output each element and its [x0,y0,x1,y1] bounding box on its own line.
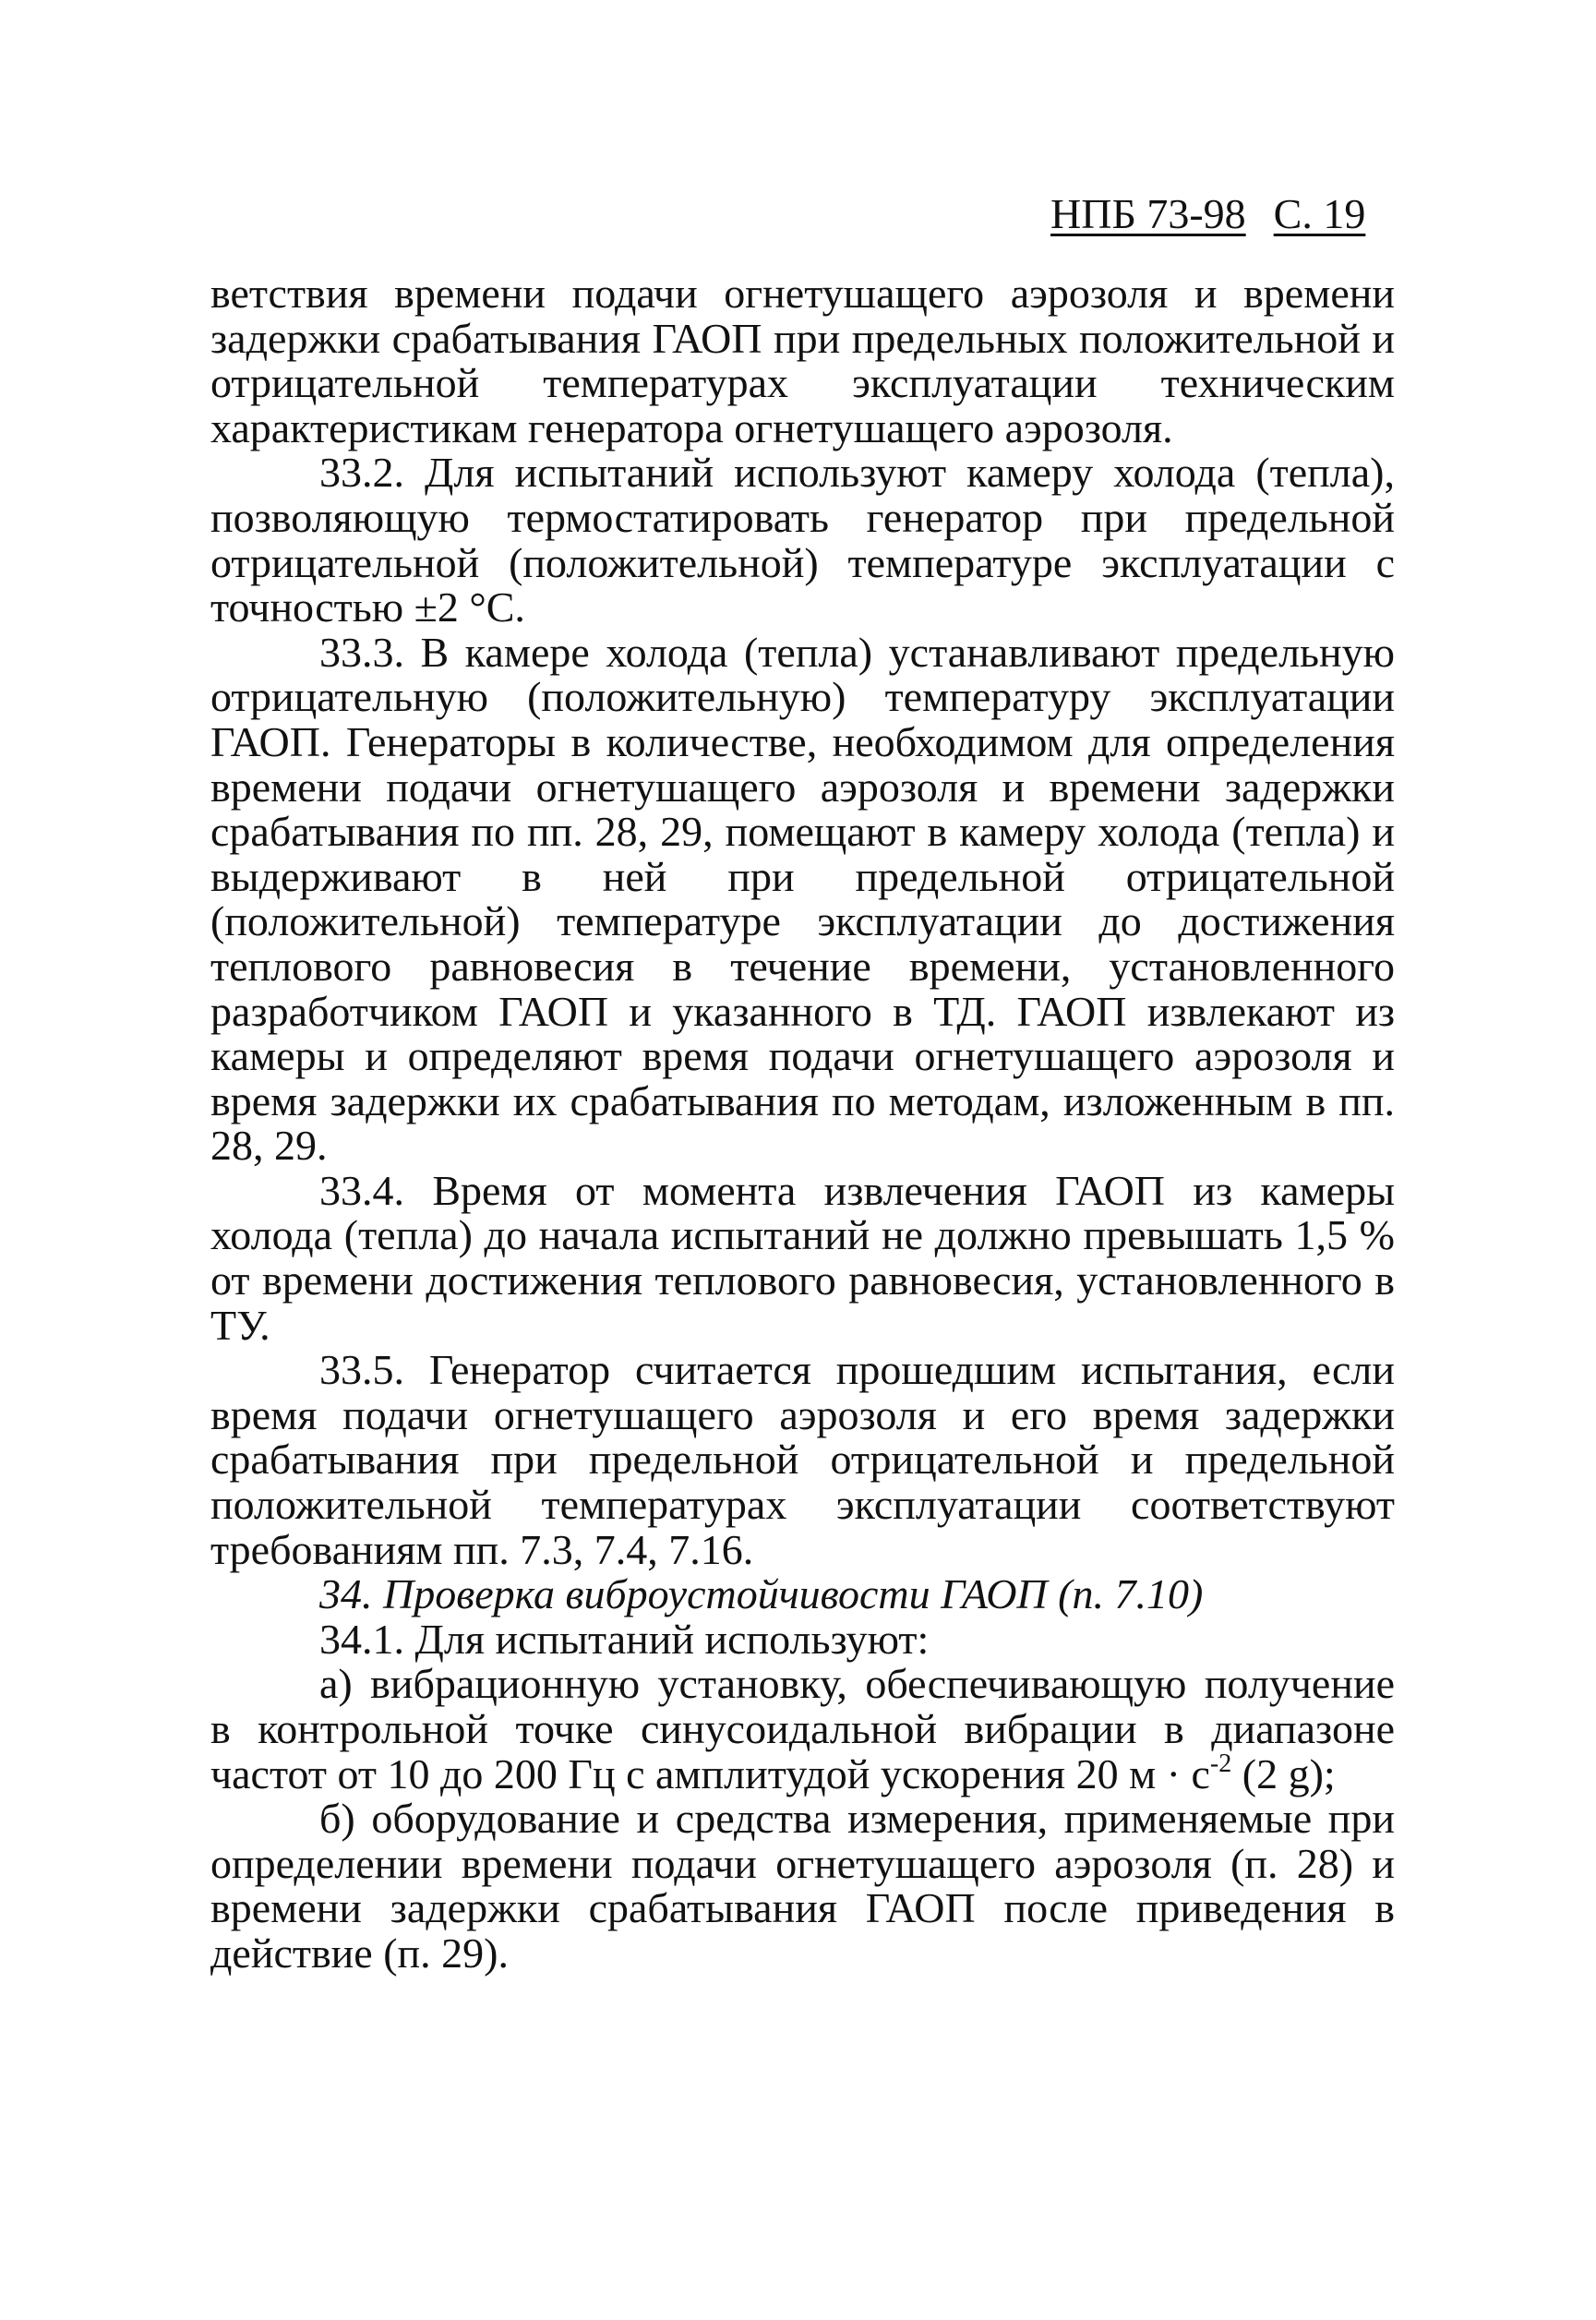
exponent: -2 [1209,1749,1232,1778]
list-item-a [210,1662,1395,1797]
list-item-a-text: а) вибрационную установку, обеспечивающую получение в контрольной точке синусоидальной вибрации в диапазоне частот от 10 до 200 Гц с амплитудой ускорения 20 м · с [210,1660,1395,1797]
paragraph-33-4: 33.4. Время от момента извлечения ГАОП из камеры холода (тепла) до начала испытаний не должно превышать 1,5 % от времени достижения теплового равновесия, установленного в ТУ. [210,1166,1395,1349]
paragraph-34-1: 34.1. Для испытаний используют: [319,1615,930,1663]
document-code: НПБ 73-98 [1050,190,1246,237]
paragraph-continuation: ветствия времени подачи огнетушащего аэрозоля и времени задержки срабатывания ГАОП при предельных положительной и отрицательной температурах эксплуатации техническим характеристикам генератора огнетушащего аэрозоля. [210,270,1395,451]
document-body [210,271,1395,1977]
list-item-b: б) оборудование и средства измерения, применяемые при определении времени подачи огнетушащего аэрозоля (п. 28) и времени задержки срабатывания ГАОП после приведения в действие (п. 29). [210,1795,1395,1977]
page-number: С. 19 [1273,190,1366,237]
page-header [1050,189,1365,239]
list-item-a-end: (2 g); [1231,1749,1336,1797]
paragraph-33-3: 33.3. В камере холода (тепла) устанавливают предельную отрицательную (положительную) температуру эксплуатации ГАОП. Генераторы в количестве, необходимом для определения времени подачи огнетушащего аэрозоля и времени задержки срабатывания по пп. 28, 29, помещают в камеру холода (тепла) и выдерживают в ней при предельной отрицательной (положительной) температуре эксплуатации до достижения теплового равновесия в течение времени, установленного разработчиком ГАОП и указанного в ТД. ГАОП извлекают из камеры и определяют время подачи огнетушащего аэрозоля и время задержки их срабатывания по методам, изложенным в пп. 28, 29. [210,628,1395,1170]
paragraph-33-2: 33.2. Для испытаний используют камеру холода (тепла), позволяющую термостатировать генератор при предельной отрицательной (положительной) температуре эксплуатации с точностью ±2 °С. [210,449,1395,631]
section-heading-34: 34. Проверка виброустойчивости ГАОП (п. 7.10) [319,1570,1204,1618]
paragraph-33-5: 33.5. Генератор считается прошедшим испытания, если время подачи огнетушащего аэрозоля и его время задержки срабатывания при предельной отрицательной и предельной положительной температурах эксплуатации соответствуют требованиям пп. 7.3, 7.4, 7.16. [210,1346,1395,1573]
